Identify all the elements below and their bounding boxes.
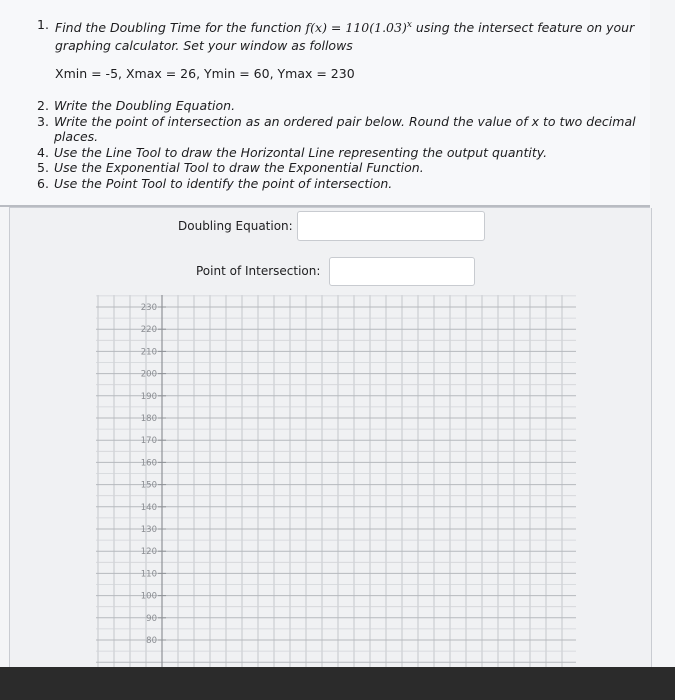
point-of-intersection-label: Point of Intersection:: [196, 264, 321, 278]
y-axis-tick-label: 110: [140, 569, 157, 580]
y-axis-tick-label: 100: [140, 591, 157, 602]
y-axis-tick-label: 150: [140, 480, 157, 491]
window-settings: Xmin = -5, Xmax = 26, Ymin = 60, Ymax = 230: [55, 66, 355, 81]
question-text-after: using the intersect feature on your graphing calculator. Set your window as follows: [55, 20, 635, 54]
doubling-equation-input[interactable]: [297, 211, 485, 241]
y-axis-tick-label: 230: [140, 303, 157, 313]
y-axis-tick-labels: [141, 303, 157, 646]
y-axis: [158, 295, 166, 667]
step-4: 4. Use the Line Tool to draw the Horizontal Line representing the output quantity.: [37, 144, 548, 160]
graph-canvas[interactable]: [96, 295, 594, 667]
y-axis-tick-label: 120: [140, 547, 157, 558]
step-3: 3. Write the point of intersection as an ordered pair below. Round the value of x to two decimal places.: [37, 113, 636, 144]
instructions-panel: [0, 0, 650, 207]
y-axis-tick-label: 180: [140, 414, 157, 424]
function-expression: $f(x) = 110(1.03)^x$: [305, 20, 412, 36]
question-number: 1.: [37, 17, 49, 32]
y-axis-tick-label: 140: [140, 502, 157, 513]
steps-list: [37, 98, 647, 191]
y-axis-tick-label: 80: [146, 636, 157, 646]
grid: [96, 295, 576, 667]
y-axis-tick-label: 210: [140, 347, 157, 358]
y-axis-tick-label: 190: [140, 391, 157, 402]
point-of-intersection-input[interactable]: [329, 257, 475, 286]
step-2: 2. Write the Doubling Equation.: [37, 98, 236, 113]
question-text-before: Find the Doubling Time for the function: [55, 20, 302, 36]
y-axis-tick-label: 160: [140, 458, 157, 469]
doubling-equation-label: Doubling Equation:: [178, 219, 293, 233]
y-axis-tick-label: 170: [140, 436, 157, 447]
y-axis-tick-label: 220: [140, 325, 157, 336]
y-axis-tick-label: 90: [146, 613, 157, 624]
step-5: 5. Use the Exponential Tool to draw the Exponential Function.: [37, 160, 424, 175]
y-axis-tick-label: 130: [140, 525, 157, 535]
y-axis-tick-label: 200: [140, 369, 157, 380]
step-6: 6. Use the Point Tool to identify the point of intersection.: [37, 175, 393, 191]
